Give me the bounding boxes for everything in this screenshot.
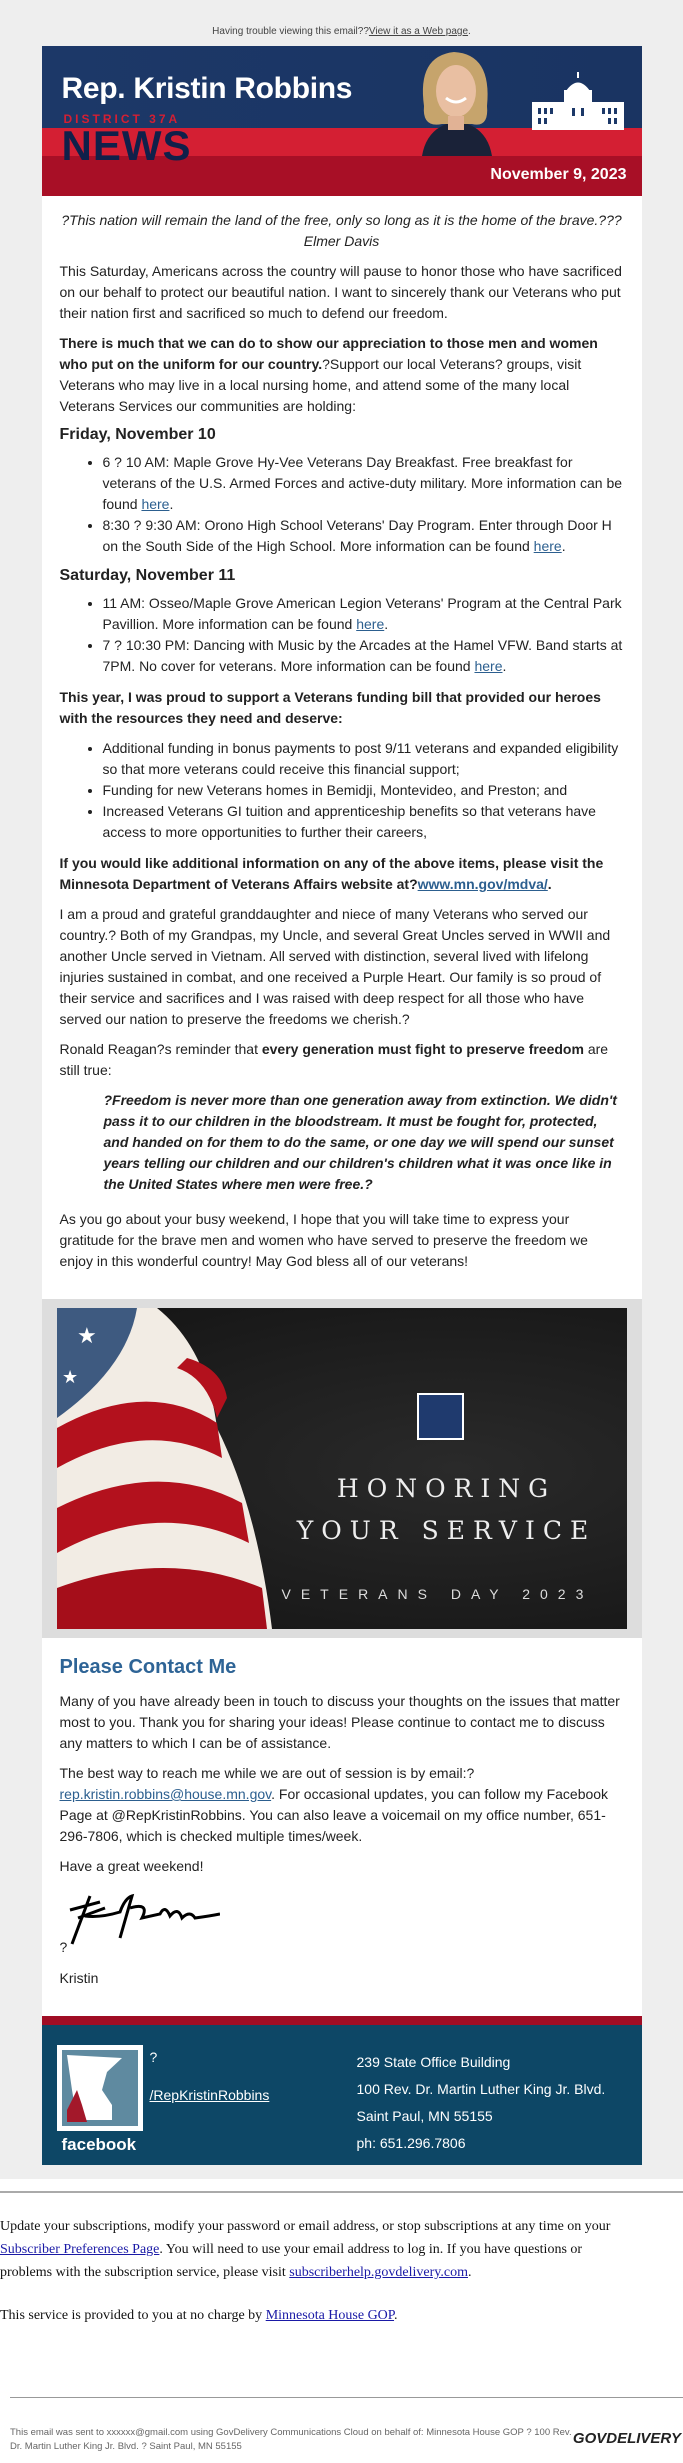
intro-paragraph: This Saturday, Americans across the country will pause to honor those who have sacrificed on our behalf to protect our beautiful nation. I want to sincerely thank our Veterans who put their nation first and sacrificed so much to defend our freedom.	[59, 263, 622, 321]
funding-list	[103, 738, 624, 843]
header-name: Rep. Kristin Robbins	[61, 72, 353, 105]
view-web-page-link[interactable]: View it as a Web page	[368, 26, 469, 37]
funding-bill-paragraph: This year, I was proud to support a Veterans funding bill that provided our heroes with the resources they need and deserve:	[59, 689, 601, 726]
subscription-footer: Update your subscriptions, modify your password or email address, or stop subscriptions at any time on your Subscriber Preferences Page. You will need to use your email address to log in. If you have questions or problems with the subscription service, please visit subscriberhelp.govdelivery.com. This service is provided to you at no charge by Minnesota House GOP.	[0, 2191, 683, 2347]
view-online-bar: Having trouble viewing this email??View it as a Web page.	[212, 26, 471, 37]
footer-divider	[42, 2016, 642, 2025]
family-paragraph: I am a proud and grateful granddaughter and niece of many Veterans who served our country.? Both of my Grandpas, my Uncle, and several Great Uncles served in WWII and another Uncle served in Vietnam. All served with distinction, several lived with lifelong injuries sustained in combat, and one received a Purple Heart. Our family is so proud of their service and sacrifices and I was raised with deep respect for all those who have served our nation to preserve the freedoms we cherish.?	[59, 906, 611, 1027]
header-news: NEWS	[61, 122, 192, 169]
event-item: • 11 AM: Osseo/Maple Grove American Legion Veterans' Program at the Central Park Pavillion. More information can be found here.	[103, 593, 624, 635]
funding-item: • Increased Veterans GI tuition and apprenticeship benefits so that veterans have access to more opportunities to further their careers,	[103, 801, 624, 843]
contact-heading: Please Contact Me	[59, 1656, 237, 1678]
appreciation-paragraph: There is much that we can do to show our appreciation to those men and women who put on the uniform for our country.?Support our local Veterans? groups, visit Veterans who may live in a local nursing home, and attend some of the many local Veterans Services our communities are holding:	[59, 335, 598, 414]
portrait-image	[392, 46, 522, 156]
header-district: DISTRICT 37A	[63, 112, 181, 126]
mnhouse-gop-facebook-logo[interactable]	[57, 2045, 143, 2131]
newsletter-header	[42, 46, 642, 196]
friday-events-list	[103, 452, 624, 557]
subscriber-help-link[interactable]: subscriberhelp.govdelivery.com	[289, 2265, 468, 2280]
reagan-intro: Ronald Reagan?s reminder that every generation must fight to preserve freedom are still true:	[59, 1041, 609, 1078]
svg-text:★: ★	[76, 1323, 97, 1348]
signature-placeholder: ?	[59, 1939, 68, 1955]
contact-section	[42, 1638, 642, 2016]
closing-line: Have a great weekend!	[59, 1858, 204, 1874]
article-body	[42, 196, 642, 1299]
veterans-day-banner	[42, 1299, 642, 1638]
footer-placeholder: ?	[149, 2049, 158, 2065]
mdva-paragraph: If you would like additional information on any of the above items, please visit the Minnesota Department of Veterans Affairs website at?www.mn.gov/mdva/.	[59, 855, 604, 892]
subscriber-preferences-link[interactable]: Subscriber Preferences Page	[0, 2242, 160, 2257]
event-link[interactable]: here	[141, 496, 170, 512]
funding-item: • Additional funding in bonus payments to post 9/11 veterans and expanded eligibility so that more veterans could receive this financial support;	[103, 738, 624, 780]
mdva-link[interactable]: www.mn.gov/mdva/	[417, 876, 548, 892]
event-item: • 6 ? 10 AM: Maple Grove Hy-Vee Veterans Day Breakfast. Free breakfast for veterans of the U.S. Armed Forces and active-duty military. More information can be found here.	[103, 452, 624, 515]
event-item: • 7 ? 10:30 PM: Dancing with Music by the Arcades at the Hamel VFW. Band starts at 7PM. No cover for veterans. More information can be found here.	[103, 635, 624, 677]
american-flag-image	[57, 1308, 297, 1629]
capitol-icon	[532, 72, 624, 130]
reagan-quote: ?Freedom is never more than one generation away from extinction. We didn't pass it to our children in the bloodstream. It must be fought for, protected, and handed on for them to do the same, or one day we will spend our sunset years telling our children and our children's children what it was once like in the United States where men were free.?	[103, 1092, 617, 1192]
contact-paragraph: Many of you have already been in touch to discuss your thoughts on the issues that matter most to you. Thank you for sharing your ideas! Please continue to contact me to discuss any matters to which I can be of assistance.	[59, 1693, 620, 1751]
event-link[interactable]: here	[356, 616, 385, 632]
mnhouse-gop-logo	[417, 1393, 464, 1440]
facebook-label: facebook	[61, 2135, 137, 2154]
event-link[interactable]: here	[474, 658, 503, 674]
newsletter-date: November 9, 2023	[490, 166, 627, 183]
govdelivery-logo[interactable]: GOVDELIVERY	[572, 2430, 681, 2447]
event-link[interactable]: here	[533, 538, 562, 554]
banner-subtitle: VETERANS DAY 2023	[281, 1586, 594, 1602]
footer	[42, 2025, 642, 2165]
facebook-page-link[interactable]: /RepKristinRobbins	[149, 2087, 270, 2103]
saturday-events-list	[103, 593, 624, 677]
minnesota-map-icon	[62, 2050, 138, 2126]
minnesota-house-gop-link[interactable]: Minnesota House GOP	[265, 2308, 395, 2323]
reach-paragraph: The best way to reach me while we are out of session is by email:? rep.kristin.robbins@house.mn.gov. For occasional updates, you can follow my Facebook Page at @RepKristinRobbins. You can also leave a voicemail on my office number, 651-296-7806, which is checked multiple times/week.	[59, 1765, 609, 1844]
friday-heading: Friday, November 10	[59, 426, 216, 443]
svg-text:★: ★	[61, 1367, 78, 1387]
funding-item: • Funding for new Veterans homes in Bemidji, Montevideo, and Preston; and	[103, 780, 624, 801]
banner-title: HONORING YOUR SERVICE	[296, 1474, 597, 1545]
signoff-name: Kristin	[59, 1970, 99, 1986]
opening-quote: ?This nation will remain the land of the free, only so long as it is the home of the brave.??? Elmer Davis	[61, 212, 622, 249]
saturday-heading: Saturday, November 11	[59, 567, 236, 584]
office-address: 239 State Office Building 100 Rev. Dr. Martin Luther King Jr. Blvd. Saint Paul, MN 55155 ph: 651.296.7806	[356, 2054, 606, 2151]
email-link[interactable]: rep.kristin.robbins@house.mn.gov	[59, 1786, 272, 1802]
closing-paragraph: As you go about your busy weekend, I hope that you will take time to express your gratitude for the brave men and women who have served to preserve the freedom we enjoy in this wonderful country! May God bless all of our veterans!	[59, 1211, 588, 1269]
signature-image	[60, 1888, 220, 1946]
sender-info: This email was sent to xxxxxx@gmail.com using GovDelivery Communications Cloud on behalf of: Minnesota House GOP ? 100 Rev. Dr. Martin Luther King Jr. Blvd. ? Saint Paul, MN 55155 GOVDELIVERY	[10, 2397, 683, 2453]
event-item: • 8:30 ? 9:30 AM: Orono High School Veterans' Day Program. Enter through Door H on the South Side of the High School. More information can be found here.	[103, 515, 624, 557]
